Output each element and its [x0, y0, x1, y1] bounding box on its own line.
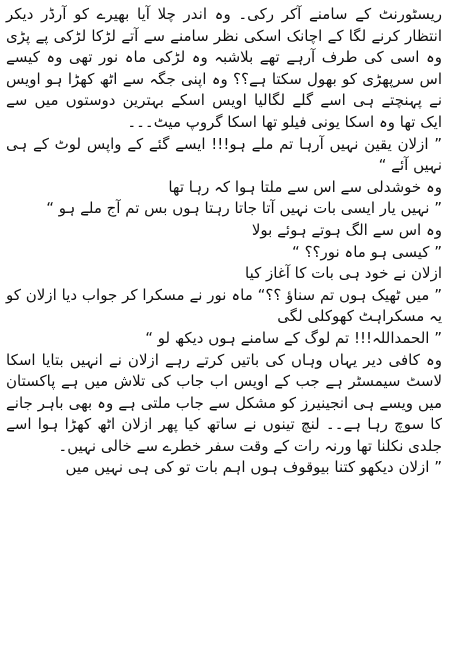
- paragraph: وہ اس سے الگ ہوتے ہوئے بولا: [251, 220, 442, 239]
- paragraph: ” میں ٹھیک ہوں تم سناؤ ؟؟“ ماہ نور نے مسکرا کر جواب دیا ازلان کو یہ مسکراہٹ کھوکلی لگی: [6, 285, 442, 326]
- paragraph: ” ازلان دیکھو کتنا بیوقوف ہوں اہم بات تو کی ہی نہیں میں: [65, 458, 442, 477]
- urdu-story-text: [6, 4, 442, 479]
- paragraph: ” کیسی ہو ماہ نور؟؟ “: [292, 242, 442, 261]
- paragraph: ریسٹورنٹ کے سامنے آکر رکی۔ وہ اندر چلا آیا بھیرے کو آرڈر دیکر انتظار کرنے لگا کے اچانک اسکی نظر سامنے سے آتے لڑکا لڑکی پے پڑی وہ اسی کی طرف آرہے تھے بلاشبہ وہ لڑکی ماہ نور تھی وہ کیسے اس سرپھڑی کو بھول سکتا ہے؟؟ وہ اپنی جگہ سے اٹھ کھڑا ہو اویس نے پہنچتے ہی اسے گلے لگالیا اویس اسکے بہترین دوستوں میں سے ایک تھا وہ اسکا یونی فیلو تھا اسکا گروپ میٹ۔۔۔: [6, 5, 442, 131]
- paragraph: ” الحمداللہ!!! تم لوگ کے سامنے ہوں دیکھ لو “: [145, 328, 442, 347]
- paragraph: وہ خوشدلی سے اس سے ملتا ہوا کہ رہا تھا: [168, 177, 442, 196]
- paragraph: ” ازلان یقین نہیں آرہا تم ملے ہو!!! ایسے گئے کے واپس لوٹ کے ہی نہیں آئے “: [6, 134, 442, 175]
- paragraph: ” نہیں یار ایسی بات نہیں آتا جاتا رہتا ہوں بس تم آج ملے ہو “: [46, 199, 442, 218]
- paragraph: وہ کافی دیر یہاں وہاں کی باتیں کرتے رہے ازلان نے انہیں بتایا اسکا لاسٹ سیمسٹر ہے جب کے اویس اب جاب کی تلاش میں ہے پاکستان میں ویسے ہی انجینیرز کو مشکل سے جاب ملتی ہے وہ بھی باہر جانے کا سوچ رہا ہے۔۔ لنچ تینوں نے ساتھ کیا پھر ازلان اٹھ کھڑا ہوا اسے جلدی نکلنا تھا ورنہ رات کے وقت سفر خطرے سے خالی نہیں۔: [6, 350, 442, 455]
- paragraph: ازلان نے خود ہی بات کا آغاز کیا: [245, 264, 442, 283]
